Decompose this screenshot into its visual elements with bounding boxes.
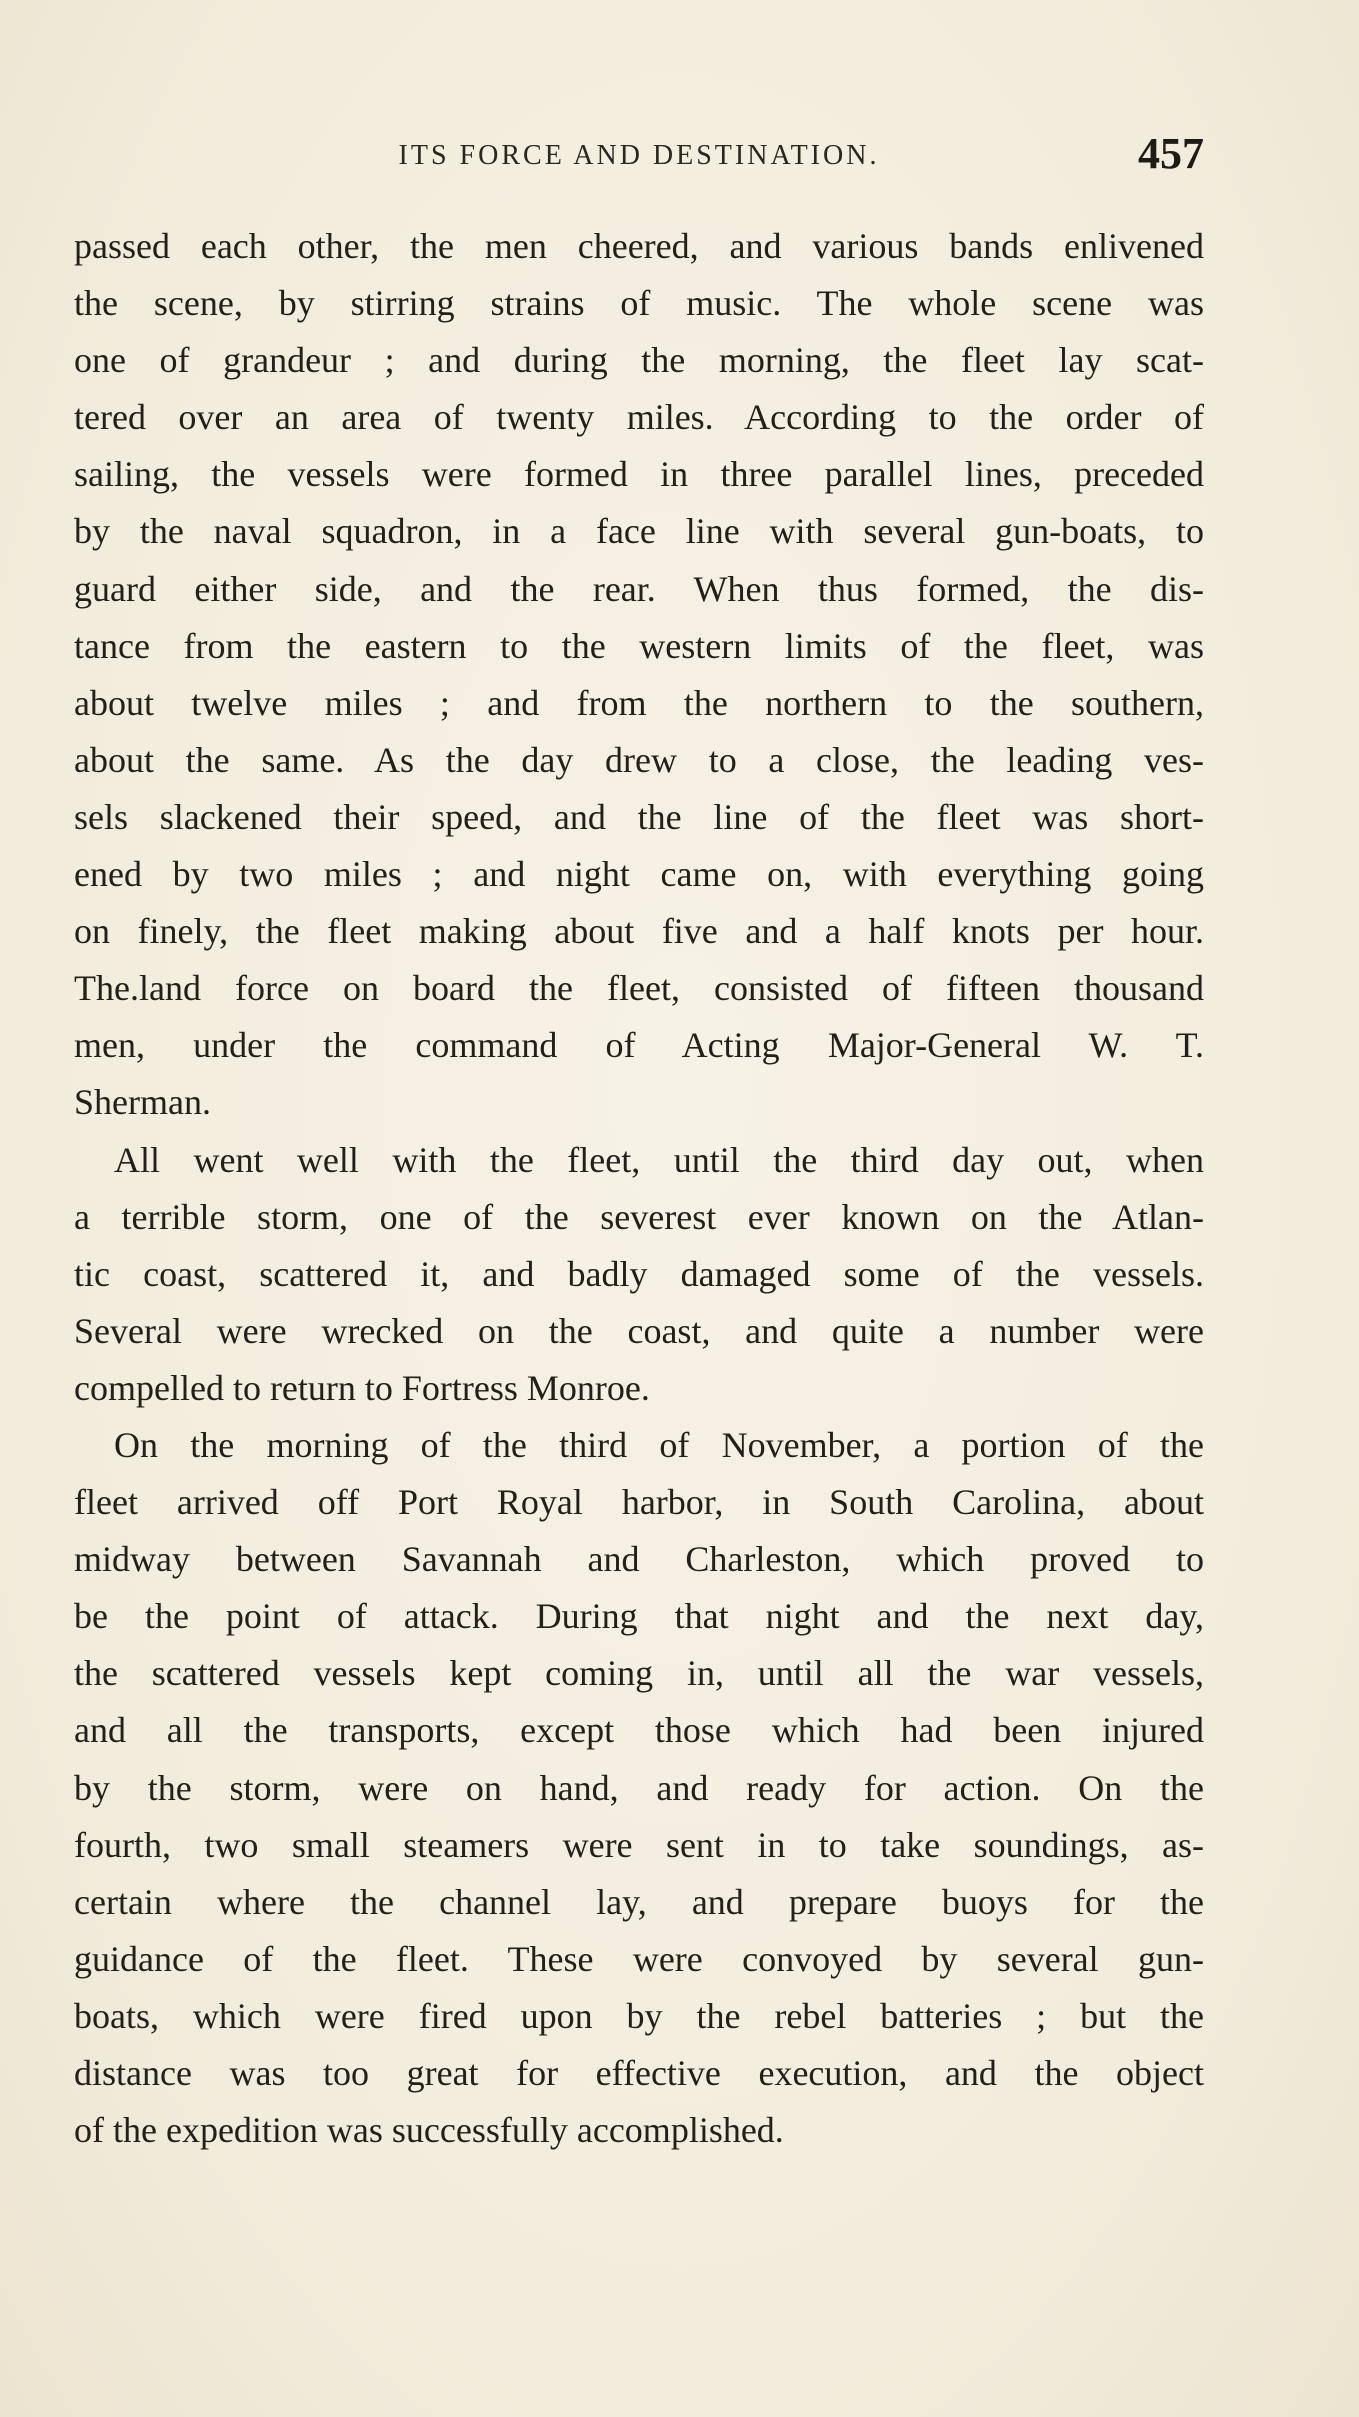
text-line: about twelve miles ; and from the northern to the southern, [74, 682, 1204, 723]
text-line: tered over an area of twenty miles. According to the order of [74, 397, 1204, 438]
text-line: boats, which were fired upon by the rebel batteries ; but the [74, 1995, 1204, 2036]
text-line: All went well with the fleet, until the third day out, when [114, 1139, 1204, 1180]
text-line: tic coast, scattered it, and badly damaged some of the vessels. [74, 1253, 1204, 1294]
text-line: men, under the command of Acting Major-General W. T. [74, 1025, 1204, 1066]
text-line: sels slackened their speed, and the line of the fleet was short- [74, 796, 1204, 837]
text-line: and all the transports, except those which had been injured [74, 1710, 1204, 1751]
text-line: guard either side, and the rear. When thus formed, the dis- [74, 568, 1204, 609]
text-line: be the point of attack. During that night and the next day, [74, 1596, 1204, 1637]
text-line: compelled to return to Fortress Monroe. [74, 1367, 650, 1408]
text-line: the scene, by stirring strains of music. The whole scene was [74, 283, 1204, 324]
text-line: passed each other, the men cheered, and various bands enlivened [74, 226, 1204, 266]
page-number: 457 [1138, 129, 1204, 178]
body-text [74, 218, 1204, 2159]
text-line: midway between Savannah and Charleston, which proved to [74, 1539, 1204, 1580]
text-line: tance from the eastern to the western limits of the fleet, was [74, 625, 1204, 666]
text-line: one of grandeur ; and during the morning, the fleet lay scat- [74, 340, 1204, 381]
text-line: certain where the channel lay, and prepare buoys for the [74, 1881, 1204, 1922]
paragraph [74, 218, 1204, 1132]
text-line: fleet arrived off Port Royal harbor, in South Carolina, about [74, 1482, 1204, 1523]
paragraph [74, 1132, 1204, 1417]
text-line: guidance of the fleet. These were convoyed by several gun- [74, 1938, 1204, 1979]
text-line: On the morning of the third of November, a portion of the [114, 1424, 1204, 1465]
text-line: on finely, the fleet making about five and a half knots per hour. [74, 911, 1204, 952]
text-line: a terrible storm, one of the severest ever known on the Atlan- [74, 1196, 1204, 1237]
text-line: the scattered vessels kept coming in, until all the war vessels, [74, 1653, 1204, 1694]
page-header [74, 128, 1204, 188]
text-line: of the expedition was successfully accomplished. [74, 2110, 784, 2151]
text-line: by the storm, were on hand, and ready for action. On the [74, 1767, 1204, 1808]
text-line: fourth, two small steamers were sent in to take soundings, as- [74, 1824, 1204, 1865]
text-line: ened by two miles ; and night came on, with everything going [74, 854, 1204, 895]
text-line: distance was too great for effective execution, and the object [74, 2053, 1204, 2093]
running-head: ITS FORCE AND DESTINATION. [398, 140, 880, 171]
text-line: sailing, the vessels were formed in three parallel lines, preceded [74, 454, 1204, 495]
text-line: by the naval squadron, in a face line with several gun-boats, to [74, 511, 1204, 552]
text-line: The.land force on board the fleet, consisted of fifteen thousand [74, 968, 1204, 1009]
text-line: Several were wrecked on the coast, and quite a number were [74, 1310, 1204, 1351]
paragraph [74, 1417, 1204, 2159]
text-line: about the same. As the day drew to a close, the leading ves- [74, 739, 1204, 780]
text-line: Sherman. [74, 1082, 211, 1123]
